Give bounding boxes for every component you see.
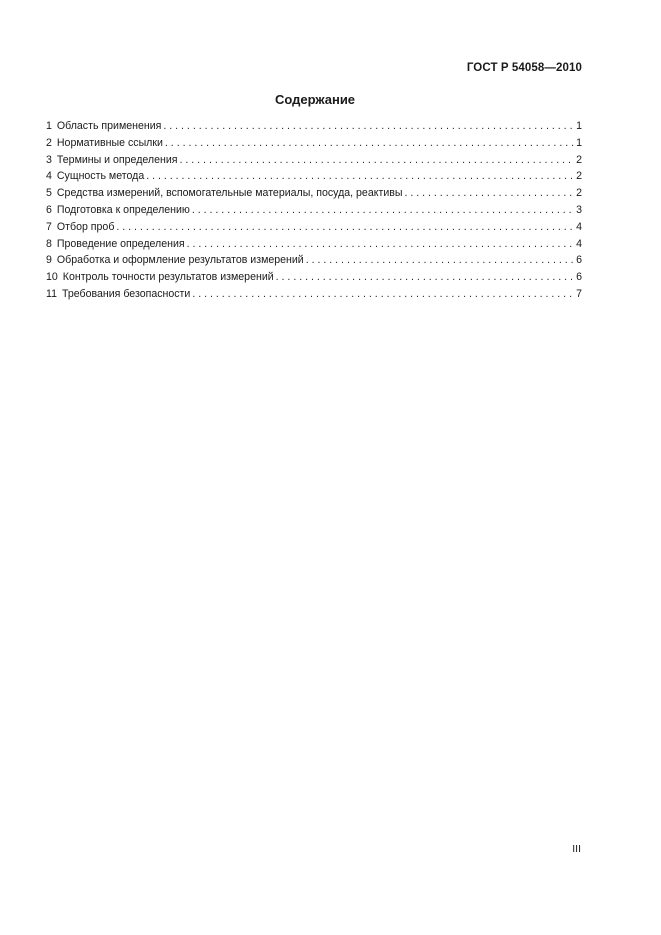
toc-entry-number: 7 [46,220,52,233]
toc-entry-page: 2 [576,170,582,183]
toc-entry-title: Требования безопасности [62,287,191,300]
toc-entry[interactable] [46,252,582,269]
toc-entry-page: 2 [576,153,582,166]
toc-entry-number: 8 [46,237,52,250]
toc-entry-title: Проведение определения [56,237,185,250]
toc-leader-dots [165,135,574,152]
toc-entry[interactable] [46,118,582,135]
table-of-contents [46,118,582,303]
toc-entry-number: 5 [46,187,52,200]
toc-leader-dots [276,269,574,286]
toc-leader-dots [180,152,575,169]
toc-entry[interactable] [46,219,582,236]
toc-entry-number: 6 [46,203,52,216]
toc-entry[interactable] [46,185,582,202]
toc-leader-dots [192,202,574,219]
toc-entry-number: 3 [46,153,52,166]
toc-entry-page: 2 [576,187,582,200]
toc-entry[interactable] [46,152,582,169]
toc-entry-page: 4 [576,237,582,250]
page-number: III [572,843,581,855]
toc-entry[interactable] [46,202,582,219]
toc-entry[interactable] [46,286,582,303]
toc-entry-number: 1 [46,120,52,132]
toc-entry[interactable] [46,168,582,185]
document-code: ГОСТ Р 54058—2010 [466,62,582,74]
toc-entry-page: 6 [576,271,582,284]
toc-entry-title: Обработка и оформление результатов измерений [56,254,304,267]
toc-entry[interactable] [46,269,582,286]
toc-entry[interactable] [46,236,582,253]
toc-entry-page: 1 [576,120,582,132]
toc-entry-title: Отбор проб [56,220,115,233]
toc-entry-number: 10 [46,271,58,284]
toc-entry-number: 4 [46,170,52,183]
toc-entry-title: Нормативные ссылки [56,136,163,149]
toc-entry-page: 4 [576,220,582,233]
toc-entry[interactable] [46,135,582,152]
toc-entry-title: Контроль точности результатов измерений [62,271,274,284]
toc-entry-number: 11 [46,287,57,300]
toc-entry-page: 1 [576,136,582,149]
toc-entry-title: Сущность метода [56,170,145,183]
toc-leader-dots [306,252,574,269]
toc-leader-dots [404,185,574,202]
toc-entry-page: 7 [576,287,582,300]
toc-leader-dots [192,286,574,303]
toc-leader-dots [116,219,574,236]
toc-entry-page: 3 [576,203,582,216]
toc-leader-dots [163,118,574,135]
toc-title: Содержание [274,92,356,107]
toc-leader-dots [146,168,574,185]
toc-entry-number: 9 [46,254,52,267]
toc-entry-title: Средства измерений, вспомогательные материалы, посуда, реактивы [56,187,403,200]
toc-entry-title: Область применения [56,120,162,132]
toc-leader-dots [187,236,574,253]
toc-entry-title: Термины и определения [56,153,178,166]
toc-entry-title: Подготовка к определению [56,203,190,216]
toc-entry-page: 6 [576,254,582,267]
toc-entry-number: 2 [46,136,52,149]
